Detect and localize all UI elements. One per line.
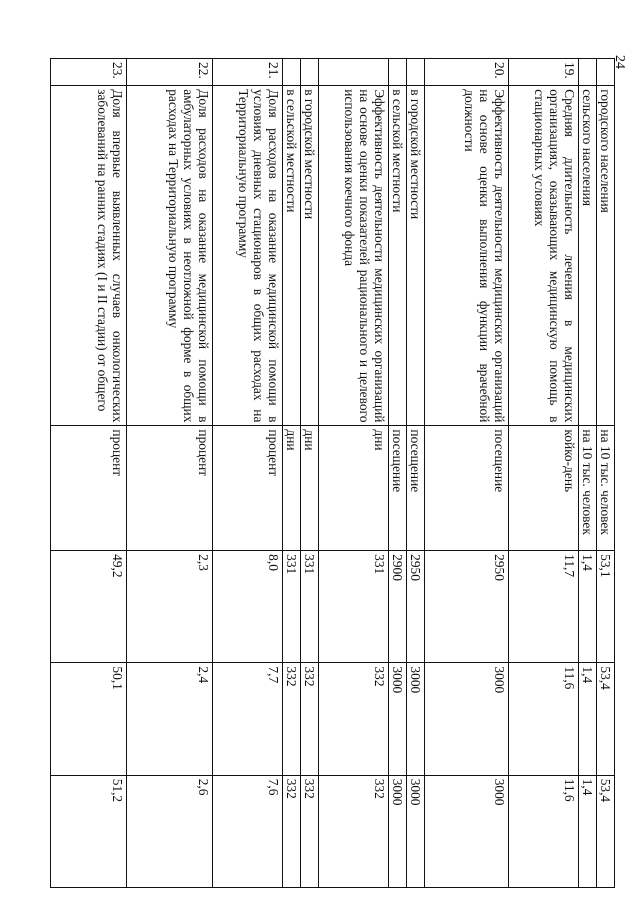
page-number: 24 [612, 55, 627, 69]
value-year2-cell: 11,6 [509, 663, 579, 775]
value-year1-cell: 331 [283, 551, 301, 663]
indicator-name-cell: городского населения [597, 86, 615, 426]
value-year1-cell: 2,3 [127, 551, 213, 663]
value-year3-cell: 1,4 [579, 775, 597, 887]
value-year3-cell: 332 [301, 775, 319, 887]
rotated-table-container [63, 58, 615, 888]
value-year2-cell: 3000 [425, 663, 509, 775]
value-year3-cell: 3000 [407, 775, 425, 887]
indicators-table [50, 58, 615, 888]
row-number-cell [301, 59, 319, 86]
table-row [425, 59, 509, 888]
value-year1-cell: 2950 [407, 551, 425, 663]
indicator-name-cell: в сельской местности [283, 86, 301, 426]
value-year1-cell: 2900 [389, 551, 407, 663]
value-year2-cell: 50,1 [51, 663, 127, 775]
unit-cell: на 10 тыс. человек [579, 426, 597, 551]
value-year1-cell: 53,1 [597, 551, 615, 663]
row-number-cell: 20. [425, 59, 509, 86]
row-number-cell [579, 59, 597, 86]
row-number-cell [407, 59, 425, 86]
row-number-cell [319, 59, 389, 86]
indicator-name-cell: Доля расходов на оказание медицинской помощи в амбулаторных условиях в неотложной форме в общих расходах на Территориальную программу [127, 86, 213, 426]
table-row [407, 59, 425, 888]
value-year2-cell: 3000 [389, 663, 407, 775]
unit-cell: дни [319, 426, 389, 551]
indicator-name-cell: Эффективность деятельности медицинских организаций на основе оценки показателей рационального и целевого использования коечного фонда [319, 86, 389, 426]
row-number-cell [283, 59, 301, 86]
value-year1-cell: 49,2 [51, 551, 127, 663]
unit-cell: посещение [389, 426, 407, 551]
indicator-name-cell: Средняя длительность лечения в медицинских организациях, оказывающих медицинскую помощь в стационарных условиях [509, 86, 579, 426]
unit-cell: посещение [407, 426, 425, 551]
unit-cell: процент [127, 426, 213, 551]
indicator-name-cell: в сельской местности [389, 86, 407, 426]
value-year1-cell: 331 [319, 551, 389, 663]
value-year1-cell: 2950 [425, 551, 509, 663]
indicator-name-cell: Эффективность деятельности медицинских организаций на основе оценки выполнения функции врачебной должности [425, 86, 509, 426]
table-row [213, 59, 283, 888]
value-year3-cell: 3000 [425, 775, 509, 887]
table-row [301, 59, 319, 888]
table-row [579, 59, 597, 888]
row-number-cell [597, 59, 615, 86]
value-year3-cell: 53,4 [597, 775, 615, 887]
value-year1-cell: 11,7 [509, 551, 579, 663]
value-year2-cell: 332 [301, 663, 319, 775]
unit-cell: на 10 тыс. человек [597, 426, 615, 551]
row-number-cell: 19. [509, 59, 579, 86]
value-year1-cell: 1,4 [579, 551, 597, 663]
table-row [127, 59, 213, 888]
indicator-name-cell: Доля расходов на оказание медицинской помощи в условиях дневных стационаров в общих расходах на Территориальную программу [213, 86, 283, 426]
value-year2-cell: 1,4 [579, 663, 597, 775]
value-year1-cell: 331 [301, 551, 319, 663]
unit-cell: дни [301, 426, 319, 551]
value-year2-cell: 3000 [407, 663, 425, 775]
value-year2-cell: 332 [283, 663, 301, 775]
unit-cell: процент [51, 426, 127, 551]
row-number-cell: 23. [51, 59, 127, 86]
value-year2-cell: 2,4 [127, 663, 213, 775]
unit-cell: дни [283, 426, 301, 551]
unit-cell: посещение [425, 426, 509, 551]
value-year3-cell: 2,6 [127, 775, 213, 887]
value-year3-cell: 332 [319, 775, 389, 887]
value-year1-cell: 8,0 [213, 551, 283, 663]
value-year3-cell: 7,6 [213, 775, 283, 887]
value-year2-cell: 7,7 [213, 663, 283, 775]
indicator-name-cell: Доля впервые выявленных случаев онкологических заболеваний на ранних стадиях (I и II стадии) от общего [51, 86, 127, 426]
row-number-cell: 21. [213, 59, 283, 86]
indicator-name-cell: в городской местности [407, 86, 425, 426]
table-row [389, 59, 407, 888]
table-row [509, 59, 579, 888]
value-year3-cell: 51,2 [51, 775, 127, 887]
indicator-name-cell: в городской местности [301, 86, 319, 426]
table-row [51, 59, 127, 888]
value-year2-cell: 53,4 [597, 663, 615, 775]
value-year3-cell: 3000 [389, 775, 407, 887]
value-year2-cell: 332 [319, 663, 389, 775]
value-year3-cell: 332 [283, 775, 301, 887]
table-row [283, 59, 301, 888]
value-year3-cell: 11,6 [509, 775, 579, 887]
row-number-cell [389, 59, 407, 86]
indicator-name-cell: сельского населения [579, 86, 597, 426]
unit-cell: процент [213, 426, 283, 551]
row-number-cell: 22. [127, 59, 213, 86]
table-row [597, 59, 615, 888]
table-row [319, 59, 389, 888]
unit-cell: койко-день [509, 426, 579, 551]
